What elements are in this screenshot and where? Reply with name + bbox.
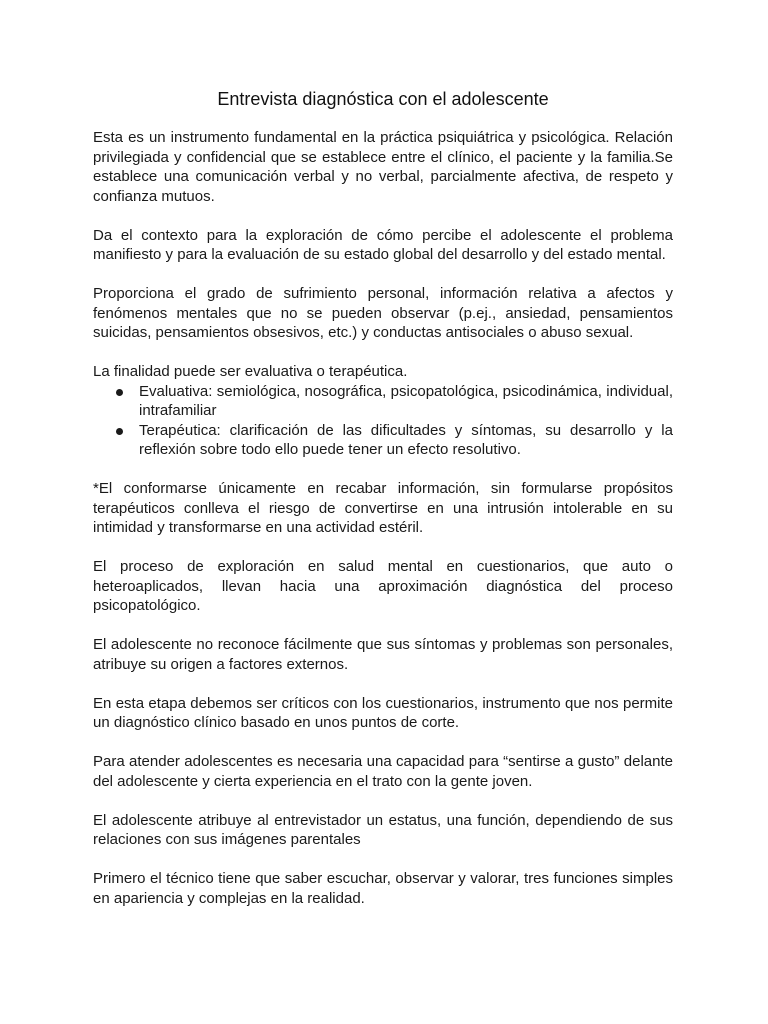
document-title: Entrevista diagnóstica con el adolescente	[217, 89, 549, 109]
list-item-terapeutica	[93, 421, 673, 460]
document-page	[93, 86, 673, 928]
list-item-text: Terapéutica: clarificación de las dificultades y síntomas, su desarrollo y la reflexión sobre todo ello puede tener un efecto resolutivo.	[139, 421, 673, 458]
paragraph-finalidad: La finalidad puede ser evaluativa o terapéutica.	[93, 363, 408, 380]
paragraph-tecnico: Primero el técnico tiene que saber escuchar, observar y valorar, tres funciones simples en apariencia y complejas en la realidad.	[93, 870, 673, 907]
paragraph-criticos: En esta etapa debemos ser críticos con los cuestionarios, instrumento que nos permite un diagnóstico clínico basado en unos puntos de corte.	[93, 694, 673, 731]
paragraph-atender: Para atender adolescentes es necesaria una capacidad para “sentirse a gusto” delante del adolescente y cierta experiencia en el trato con la gente joven.	[93, 753, 673, 790]
paragraph-conformarse: *El conformarse únicamente en recabar información, sin formularse propósitos terapéuticos conlleva el riesgo de convertirse en una intrusión intolerable en su intimidad y transformarse en una actividad estéril.	[93, 480, 673, 536]
paragraph-estatus: El adolescente atribuye al entrevistador un estatus, una función, dependiendo de sus relaciones con sus imágenes parentales	[93, 811, 673, 848]
paragraph-sintomas: El adolescente no reconoce fácilmente que sus síntomas y problemas son personales, atribuye su origen a factores externos.	[93, 636, 673, 673]
list-item-text: Evaluativa: semiológica, nosográfica, psicopatológica, psicodinámica, individual, intrafamiliar	[139, 382, 673, 419]
bullet-icon	[116, 428, 123, 435]
list-item-evaluativa	[93, 382, 673, 421]
finalidad-list	[93, 382, 673, 460]
paragraph-sufrimiento: Proporciona el grado de sufrimiento personal, información relativa a afectos y fenómenos mentales que no se pueden observar (p.ej., ansiedad, pensamientos suicidas, pensamientos obsesivos, etc.) y conductas antisociales o abuso sexual.	[93, 285, 673, 341]
paragraph-instrumento: Esta es un instrumento fundamental en la práctica psiquiátrica y psicológica. Relación privilegiada y confidencial que se establece entre el clínico, el paciente y la familia.Se establece una comunicación verbal y no verbal, parcialmente afectiva, de respeto y confianza mutuos.	[93, 129, 673, 205]
paragraph-contexto: Da el contexto para la exploración de cómo percibe el adolescente el problema manifiesto y para la evaluación de su estado global del desarrollo y del estado mental.	[93, 226, 673, 263]
bullet-icon	[116, 389, 123, 396]
paragraph-exploracion: El proceso de exploración en salud mental en cuestionarios, que auto o heteroaplicados, llevan hacia una aproximación diagnóstica del proceso psicopatológico.	[93, 558, 673, 614]
